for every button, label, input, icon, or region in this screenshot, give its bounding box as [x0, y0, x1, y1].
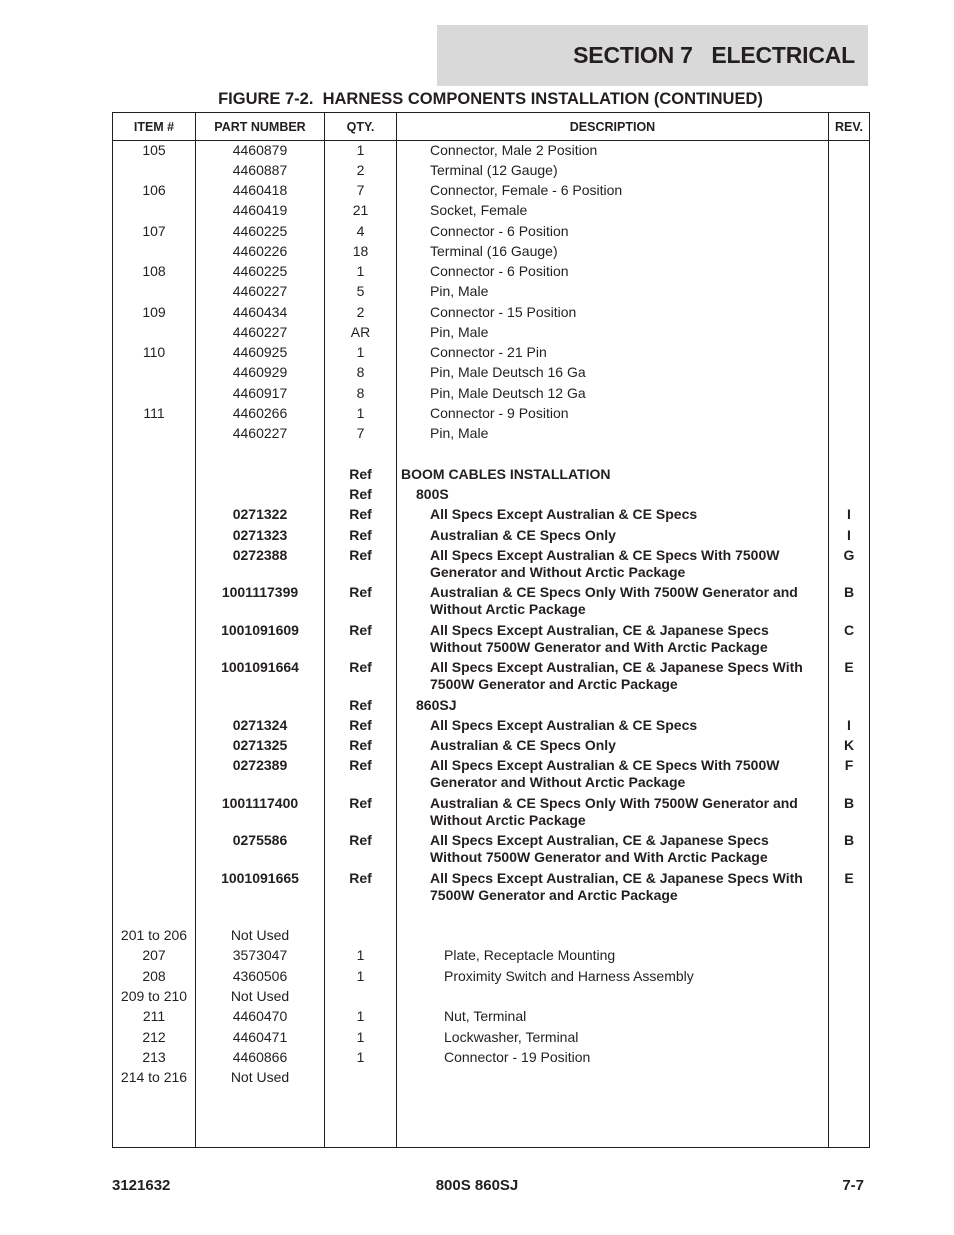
part-number: 1001091665 [221, 870, 299, 886]
part-number: 3573047 [232, 947, 288, 963]
section-title: SECTION 7 ELECTRICAL [573, 42, 855, 68]
quantity: 1 [356, 142, 365, 158]
quantity: Ref [349, 622, 372, 638]
item-number: 211 [142, 1008, 166, 1024]
quantity: 1 [356, 947, 365, 963]
item-number: 207 [142, 947, 166, 963]
quantity: 5 [356, 283, 365, 299]
part-number: 0271322 [232, 506, 288, 522]
description: All Specs Except Australian, CE & Japanese Specs With 7500W Generator and Arctic Package [430, 659, 803, 692]
quantity: AR [350, 324, 371, 340]
revision: E [844, 870, 854, 886]
item-number: 208 [142, 968, 166, 984]
quantity: 1 [356, 1029, 365, 1045]
quantity: 1 [356, 1049, 365, 1065]
description: Terminal (12 Gauge) [430, 162, 558, 178]
description: Connector, Female - 6 Position [430, 182, 623, 198]
item-number: 214 to 216 [120, 1069, 188, 1085]
part-number: 4460929 [232, 364, 288, 380]
description: Australian & CE Specs Only [430, 737, 616, 753]
part-number: 4460266 [232, 405, 288, 421]
item-number: 110 [142, 344, 166, 360]
part-number: 0271325 [232, 737, 288, 753]
quantity: 4 [356, 223, 365, 239]
quantity: 1 [356, 1008, 365, 1024]
description: Connector, Male 2 Position [430, 142, 598, 158]
quantity: 1 [356, 344, 365, 360]
quantity: Ref [349, 832, 372, 848]
col-header-part-number: PART NUMBER [214, 119, 306, 134]
part-number: 4460226 [232, 243, 288, 259]
item-number: 111 [143, 405, 165, 421]
description: Pin, Male [430, 425, 489, 441]
description: Connector - 21 Pin [430, 344, 547, 360]
quantity: Ref [349, 717, 372, 733]
description: Plate, Receptacle Mounting [444, 947, 616, 963]
header-divider [113, 140, 869, 141]
description: Australian & CE Specs Only [430, 527, 616, 543]
part-number: 4460227 [232, 425, 288, 441]
part-number: 4460227 [232, 324, 288, 340]
footer-page-number: 7-7 [842, 1177, 864, 1194]
quantity: Ref [349, 870, 372, 886]
description: Proximity Switch and Harness Assembly [444, 968, 694, 984]
quantity: Ref [349, 584, 372, 600]
quantity: 7 [356, 425, 365, 441]
part-number: 4460887 [232, 162, 288, 178]
quantity: 8 [356, 364, 365, 380]
description: All Specs Except Australian & CE Specs With 7500W Generator and Without Arctic Package [430, 757, 780, 790]
quantity: Ref [349, 527, 372, 543]
quantity: 21 [352, 202, 369, 218]
description: Connector - 15 Position [430, 304, 577, 320]
item-number: 108 [142, 263, 166, 279]
description: Pin, Male [430, 283, 489, 299]
part-number: 4460470 [232, 1008, 288, 1024]
revision: E [844, 659, 854, 675]
item-number: 212 [142, 1029, 166, 1045]
part-number: 1001117400 [221, 795, 299, 811]
quantity: 8 [356, 385, 365, 401]
description: All Specs Except Australian & CE Specs [430, 717, 698, 733]
revision: I [847, 717, 851, 733]
item-number: 109 [142, 304, 166, 320]
description: Lockwasher, Terminal [444, 1029, 579, 1045]
description: Connector - 6 Position [430, 263, 569, 279]
column-divider [396, 113, 397, 1147]
quantity: 2 [356, 304, 365, 320]
part-number: 0271324 [232, 717, 288, 733]
part-number: Not Used [230, 988, 290, 1004]
revision: B [843, 584, 855, 600]
revision: G [843, 547, 855, 563]
description: 800S [416, 486, 449, 502]
revision: K [843, 737, 855, 753]
parts-table [112, 112, 870, 1148]
part-number: 4460225 [232, 263, 288, 279]
quantity: Ref [349, 486, 372, 502]
quantity: Ref [349, 466, 372, 482]
quantity: Ref [349, 737, 372, 753]
footer-doc-number: 3121632 [112, 1177, 171, 1194]
description: Pin, Male Deutsch 16 Ga [430, 364, 586, 380]
part-number: 1001091609 [221, 622, 299, 638]
description: Pin, Male [430, 324, 489, 340]
description: All Specs Except Australian, CE & Japanese Specs Without 7500W Generator and With Arctic Package [430, 832, 769, 865]
col-header-rev: REV. [834, 119, 864, 134]
section-header [437, 25, 868, 86]
description: Pin, Male Deutsch 12 Ga [430, 385, 586, 401]
quantity: 2 [356, 162, 365, 178]
part-number: 4460227 [232, 283, 288, 299]
part-number: 4460917 [232, 385, 288, 401]
part-number: 4360506 [232, 968, 288, 984]
item-number: 201 to 206 [120, 927, 188, 943]
quantity: 18 [352, 243, 369, 259]
part-number: 4460925 [232, 344, 288, 360]
quantity: 7 [356, 182, 365, 198]
revision: B [843, 832, 855, 848]
revision: C [843, 622, 855, 638]
description: 860SJ [416, 697, 457, 713]
part-number: 4460419 [232, 202, 288, 218]
part-number: 0272389 [232, 757, 288, 773]
col-header-qty: QTY. [346, 119, 375, 134]
footer-model: 800S 860SJ [435, 1177, 519, 1194]
revision: I [847, 506, 851, 522]
part-number: 4460879 [232, 142, 288, 158]
quantity: Ref [349, 795, 372, 811]
part-number: 4460418 [232, 182, 288, 198]
part-number: 0275586 [232, 832, 288, 848]
quantity: Ref [349, 659, 372, 675]
description: All Specs Except Australian & CE Specs With 7500W Generator and Without Arctic Package [430, 547, 780, 580]
quantity: 1 [356, 968, 365, 984]
part-number: 1001091664 [221, 659, 299, 675]
item-number: 106 [142, 182, 166, 198]
figure-title: FIGURE 7-2. HARNESS COMPONENTS INSTALLATION (CONTINUED) [218, 90, 763, 108]
part-number: 1001117399 [221, 584, 299, 600]
description: All Specs Except Australian, CE & Japanese Specs Without 7500W Generator and With Arctic Package [430, 622, 769, 655]
quantity: Ref [349, 547, 372, 563]
quantity: Ref [349, 757, 372, 773]
part-number: 4460434 [232, 304, 288, 320]
part-number: 4460866 [232, 1049, 288, 1065]
part-number: 0272388 [232, 547, 288, 563]
description: All Specs Except Australian, CE & Japanese Specs With 7500W Generator and Arctic Package [430, 870, 803, 903]
revision: F [844, 757, 854, 773]
description: Socket, Female [430, 202, 528, 218]
item-number: 105 [142, 142, 166, 158]
quantity: Ref [349, 506, 372, 522]
col-header-item: ITEM # [133, 119, 175, 134]
part-number: 4460225 [232, 223, 288, 239]
item-number: 209 to 210 [120, 988, 188, 1004]
revision: B [843, 795, 855, 811]
description: All Specs Except Australian & CE Specs [430, 506, 698, 522]
description: Australian & CE Specs Only With 7500W Generator and Without Arctic Package [430, 795, 798, 828]
part-number: Not Used [230, 927, 290, 943]
description: Australian & CE Specs Only With 7500W Generator and Without Arctic Package [430, 584, 798, 617]
description: Connector - 6 Position [430, 223, 569, 239]
description: Terminal (16 Gauge) [430, 243, 558, 259]
description: BOOM CABLES INSTALLATION [401, 466, 611, 482]
description: Connector - 9 Position [430, 405, 569, 421]
part-number: 0271323 [232, 527, 288, 543]
revision: I [847, 527, 851, 543]
item-number: 213 [142, 1049, 166, 1065]
description: Nut, Terminal [444, 1008, 527, 1024]
part-number: Not Used [230, 1069, 290, 1085]
description: Connector - 19 Position [444, 1049, 591, 1065]
quantity: 1 [356, 405, 365, 421]
col-header-description: DESCRIPTION [569, 119, 656, 134]
part-number: 4460471 [232, 1029, 288, 1045]
quantity: 1 [356, 263, 365, 279]
quantity: Ref [349, 697, 372, 713]
item-number: 107 [142, 223, 166, 239]
